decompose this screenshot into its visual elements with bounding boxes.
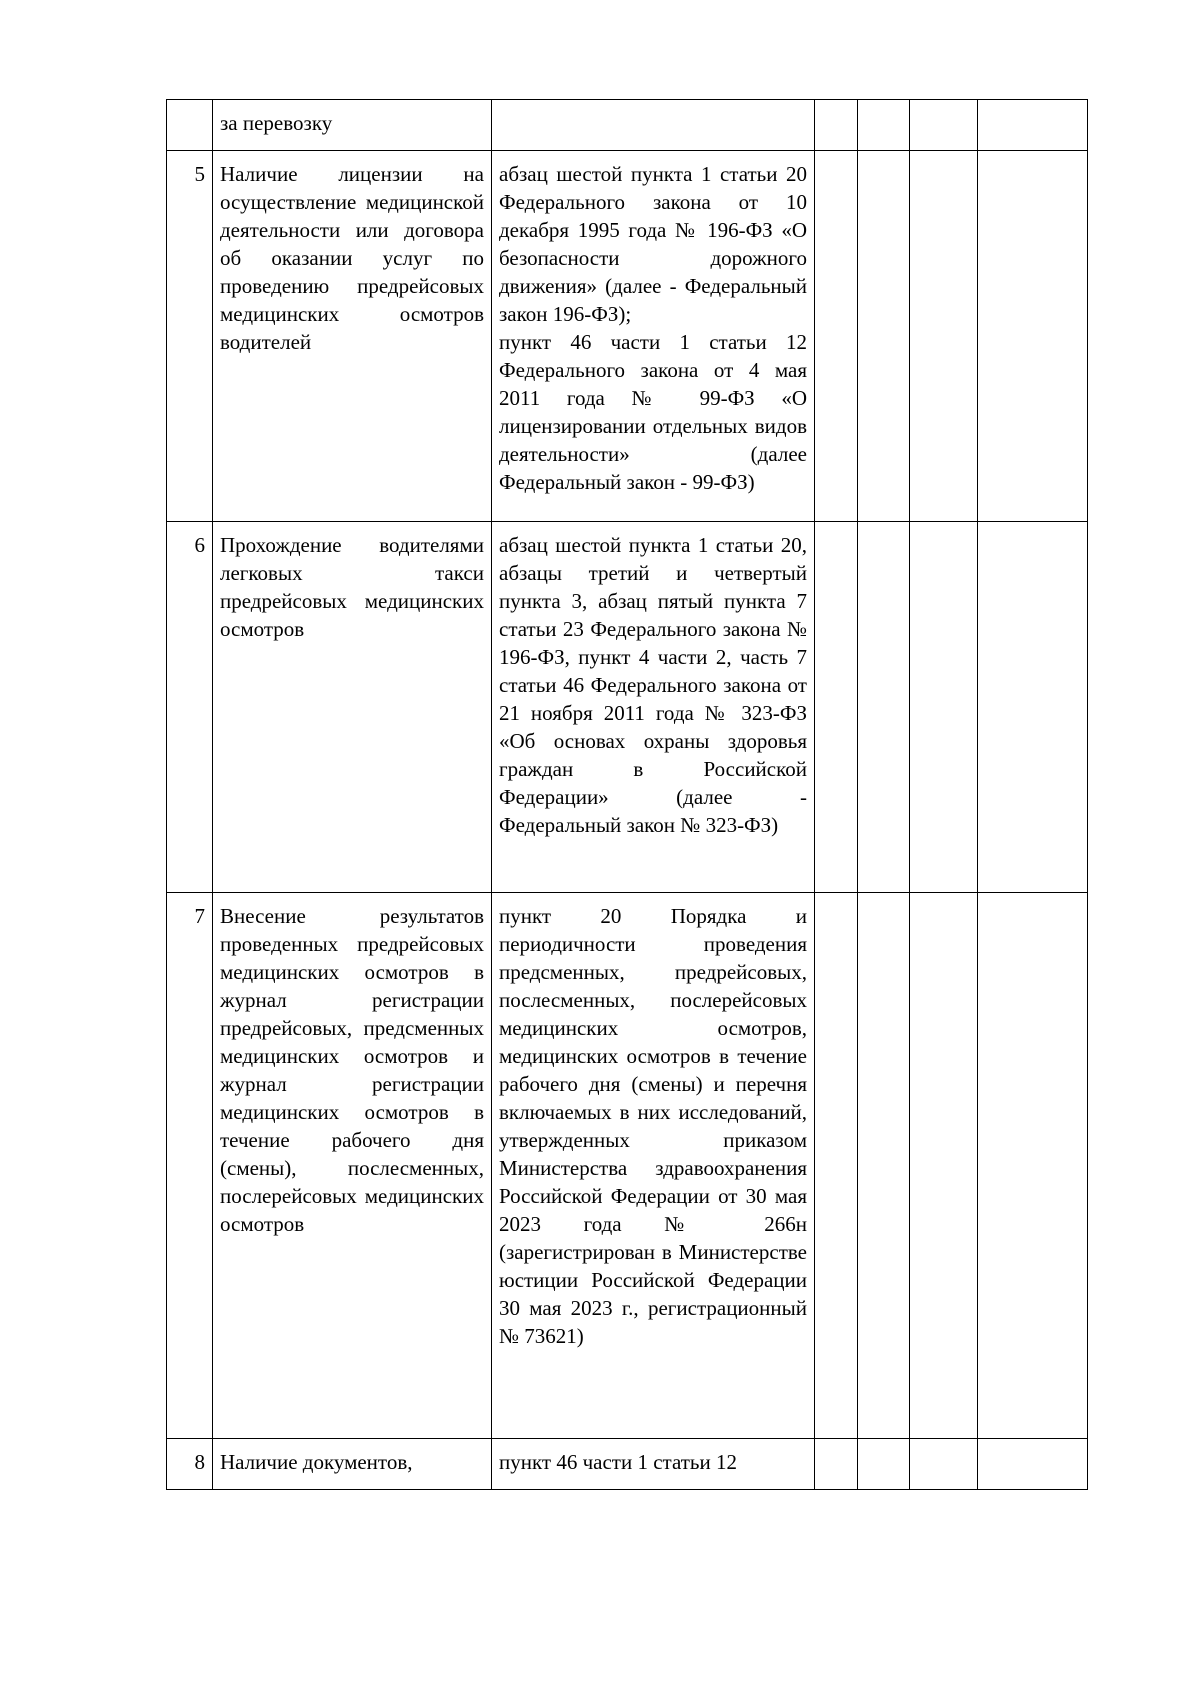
- table-row: [167, 893, 1088, 1439]
- legal-reference-text: пункт 46 части 1 статьи 12 Федерального закона от 4 мая 2011 года № 99-ФЗ «О лицензировании отдельных видов деятельности» (далее Федеральный закон - 99-ФЗ): [499, 330, 807, 494]
- table-row: [167, 100, 1088, 151]
- empty-cell: [858, 1439, 910, 1490]
- empty-cell: [858, 151, 910, 522]
- legal-reference-cell: [492, 1439, 815, 1490]
- legal-reference-text: абзац шестой пункта 1 статьи 20, абзацы третий и четвертый пункта 3, абзац пятый пункта 7 статьи 23 Федерального закона № 196-ФЗ, пункт 4 части 2, часть 7 статьи 46 Федерального закона от 21 ноября 2011 года № 323-ФЗ «Об основах охраны здоровья граждан в Российской Федерации» (далее - Федеральный закон № 323-ФЗ): [499, 533, 807, 837]
- requirement-cell: [213, 893, 492, 1439]
- empty-cell: [910, 151, 978, 522]
- requirement-text: за перевозку: [220, 111, 333, 135]
- requirement-cell: [213, 522, 492, 893]
- checklist-table: [166, 99, 1088, 1490]
- table-row: [167, 1439, 1088, 1490]
- empty-cell: [910, 522, 978, 893]
- empty-cell: [858, 522, 910, 893]
- legal-reference-text: абзац шестой пункта 1 статьи 20 Федерального закона от 10 декабря 1995 года № 196-ФЗ «О безопасности дорожного движения» (далее - Федеральный закон 196-ФЗ);: [499, 162, 807, 326]
- legal-reference-text: пункт 20 Порядка и периодичности проведения предсменных, предрейсовых, послесменных, послерейсовых медицинских осмотров, медицинских осмотров в течение рабочего дня (смены) и перечня включаемых в них исследований, утвержденных приказом Министерства здравоохранения Российской Федерации от 30 мая 2023 года № 266н (зарегистрирован в Министерстве юстиции Российской Федерации 30 мая 2023 г., регистрационный № 73621): [499, 904, 807, 1348]
- legal-reference-text: пункт 46 части 1 статьи 12: [499, 1450, 737, 1474]
- empty-cell: [910, 893, 978, 1439]
- empty-cell: [978, 151, 1088, 522]
- row-number: 6: [167, 522, 213, 893]
- empty-cell: [978, 1439, 1088, 1490]
- requirement-text: Внесение результатов проведенных предрейсовых медицинских осмотров в журнал регистрации предрейсовых, предсменных медицинских осмотров и журнал регистрации медицинских осмотров в течение рабочего дня (смены), послесменных, послерейсовых медицинских осмотров: [220, 904, 484, 1236]
- empty-cell: [978, 100, 1088, 151]
- empty-cell: [858, 100, 910, 151]
- empty-cell: [910, 100, 978, 151]
- empty-cell: [815, 151, 858, 522]
- requirement-text: Наличие лицензии на осуществление медицинской деятельности или договора об оказании услуг по проведению предрейсовых медицинских осмотров водителей: [220, 162, 484, 354]
- row-number: 8: [167, 1439, 213, 1490]
- requirement-text: Прохождение водителями легковых такси предрейсовых медицинских осмотров: [220, 533, 484, 641]
- legal-reference-cell: [492, 893, 815, 1439]
- table-row: [167, 151, 1088, 522]
- empty-cell: [910, 1439, 978, 1490]
- legal-reference-cell: [492, 522, 815, 893]
- empty-cell: [858, 893, 910, 1439]
- row-number: 5: [167, 151, 213, 522]
- row-number: [167, 100, 213, 151]
- empty-cell: [815, 893, 858, 1439]
- empty-cell: [978, 522, 1088, 893]
- legal-reference-cell: [492, 151, 815, 522]
- empty-cell: [978, 893, 1088, 1439]
- requirement-cell: [213, 100, 492, 151]
- requirement-cell: [213, 1439, 492, 1490]
- empty-cell: [815, 1439, 858, 1490]
- requirement-text: Наличие документов,: [220, 1450, 413, 1474]
- empty-cell: [815, 522, 858, 893]
- legal-reference-cell: [492, 100, 815, 151]
- requirement-cell: [213, 151, 492, 522]
- row-number: 7: [167, 893, 213, 1439]
- table-row: [167, 522, 1088, 893]
- empty-cell: [815, 100, 858, 151]
